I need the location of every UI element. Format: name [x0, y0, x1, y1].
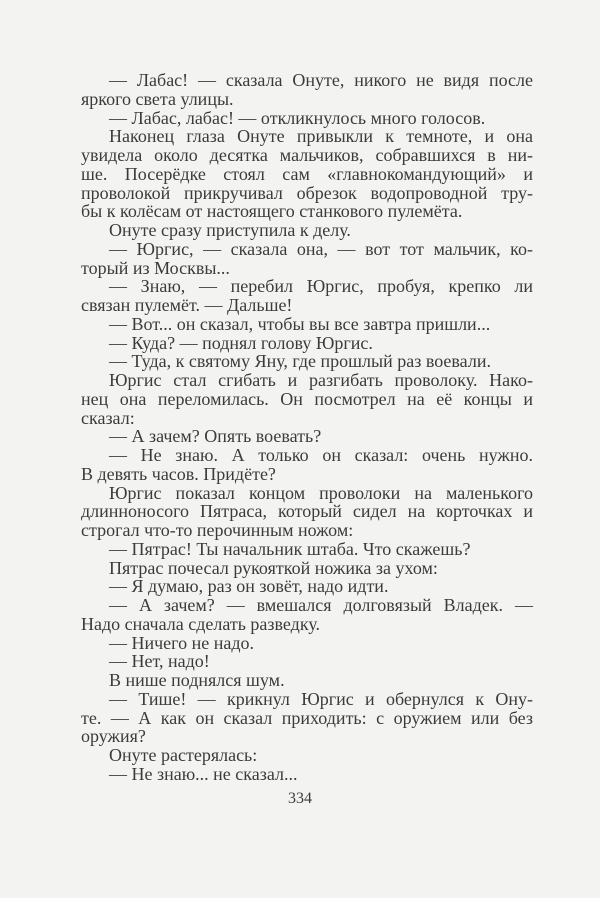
text-line: Онуте растерялась: — [109, 745, 258, 765]
text-line: — Ничего не надо. — [109, 632, 255, 653]
text-line: длинноносого Пятраса, который сидел на корточках и — [81, 501, 533, 522]
paragraph — [81, 334, 533, 353]
text-line: — Нет, надо! — [109, 651, 210, 672]
paragraph — [81, 652, 533, 671]
text-line: строгал что-то перочинным ножом: — [81, 520, 354, 540]
text-line: связан пулемёт. — Дальше! — [81, 295, 293, 315]
paragraph — [81, 446, 533, 484]
text-line: те. — А как он сказал приходить: с оружием или без — [81, 707, 533, 728]
text-line: — Знаю, — перебил Юргис, пробуя, крепко ли — [109, 276, 533, 297]
text-line: увидела около десятка мальчиков, собравшихся в ни- — [81, 145, 533, 165]
paragraph — [81, 315, 533, 334]
paragraph — [81, 371, 533, 427]
paragraph — [81, 559, 533, 578]
text-line: — Лабас! — сказала Онуте, никого не видя после — [109, 70, 533, 90]
paragraph — [81, 109, 533, 128]
paragraph — [81, 427, 533, 446]
text-line: Юргис показал концом проволоки на маленького — [109, 482, 533, 503]
paragraph — [81, 540, 533, 559]
text-line: — Не знаю... не сказал... — [109, 763, 298, 784]
paragraph — [81, 765, 533, 784]
text-line: Юргис стал сгибать и разгибать проволоку. Нако- — [109, 370, 533, 390]
paragraph — [81, 746, 533, 765]
text-line: — Туда, к святому Яну, где прошлый раз воевали. — [109, 351, 491, 372]
text-line: Надо сначала сделать разведку. — [81, 613, 321, 634]
paragraph — [81, 277, 533, 315]
text-line: торый из Москвы... — [81, 257, 230, 278]
page-number: 334 — [288, 790, 312, 807]
text-line: оружия? — [81, 726, 146, 747]
text-line: Онуте сразу приступила к делу. — [109, 220, 351, 240]
text-line: нец она переломилась. Он посмотрел на её концы и — [81, 388, 533, 409]
text-line: Пятрас почесал рукояткой ножика за ухом: — [109, 557, 438, 578]
text-line: ше. Посерёдке стоял сам «главнокомандующий» и — [81, 163, 533, 184]
text-line: — А зачем? Опять воевать? — [109, 426, 322, 447]
text-line: — Юргис, — сказала она, — вот тот мальчик, ко- — [109, 238, 533, 259]
text-line: яркого света улицы. — [81, 88, 234, 109]
paragraph — [81, 577, 533, 596]
text-line: — А зачем? — вмешался долговязый Владек. — — [109, 595, 533, 615]
text-line: В нише поднялся шум. — [109, 670, 285, 690]
paragraph — [81, 484, 533, 540]
paragraph — [81, 127, 533, 221]
text-line: Наконец глаза Онуте привыкли к темноте, и она — [109, 126, 533, 147]
paragraph — [81, 690, 533, 746]
paragraph — [81, 634, 533, 653]
text-line: бы к колёсам от настоящего станкового пулемёта. — [81, 201, 463, 222]
text-line: — Куда? — поднял голову Юргис. — [109, 332, 373, 353]
text-line: — Я думаю, раз он зовёт, надо идти. — [109, 576, 389, 597]
paragraph — [81, 221, 533, 240]
text-line: — Вот... он сказал, чтобы вы все завтра пришли... — [109, 313, 491, 334]
text-line: сказал: — [81, 407, 135, 428]
text-line: проволокой прикручивал обрезок водопроводной тру- — [81, 182, 533, 203]
text-line: В девять часов. Придёте? — [81, 463, 276, 484]
text-line: — Лабас, лабас! — откликнулось много голосов. — [109, 107, 486, 128]
paragraph — [81, 671, 533, 690]
paragraph — [81, 352, 533, 371]
paragraph — [81, 240, 533, 278]
paragraph — [81, 71, 533, 109]
text-line: — Пятрас! Ты начальник штаба. Что скажешь? — [109, 538, 471, 559]
text-line: — Не знаю. А только он сказал: очень нужно. — [109, 445, 533, 465]
paragraph — [81, 596, 533, 634]
page-body-text — [81, 71, 533, 784]
text-line: — Тише! — крикнул Юргис и обернулся к Ону- — [109, 688, 533, 709]
